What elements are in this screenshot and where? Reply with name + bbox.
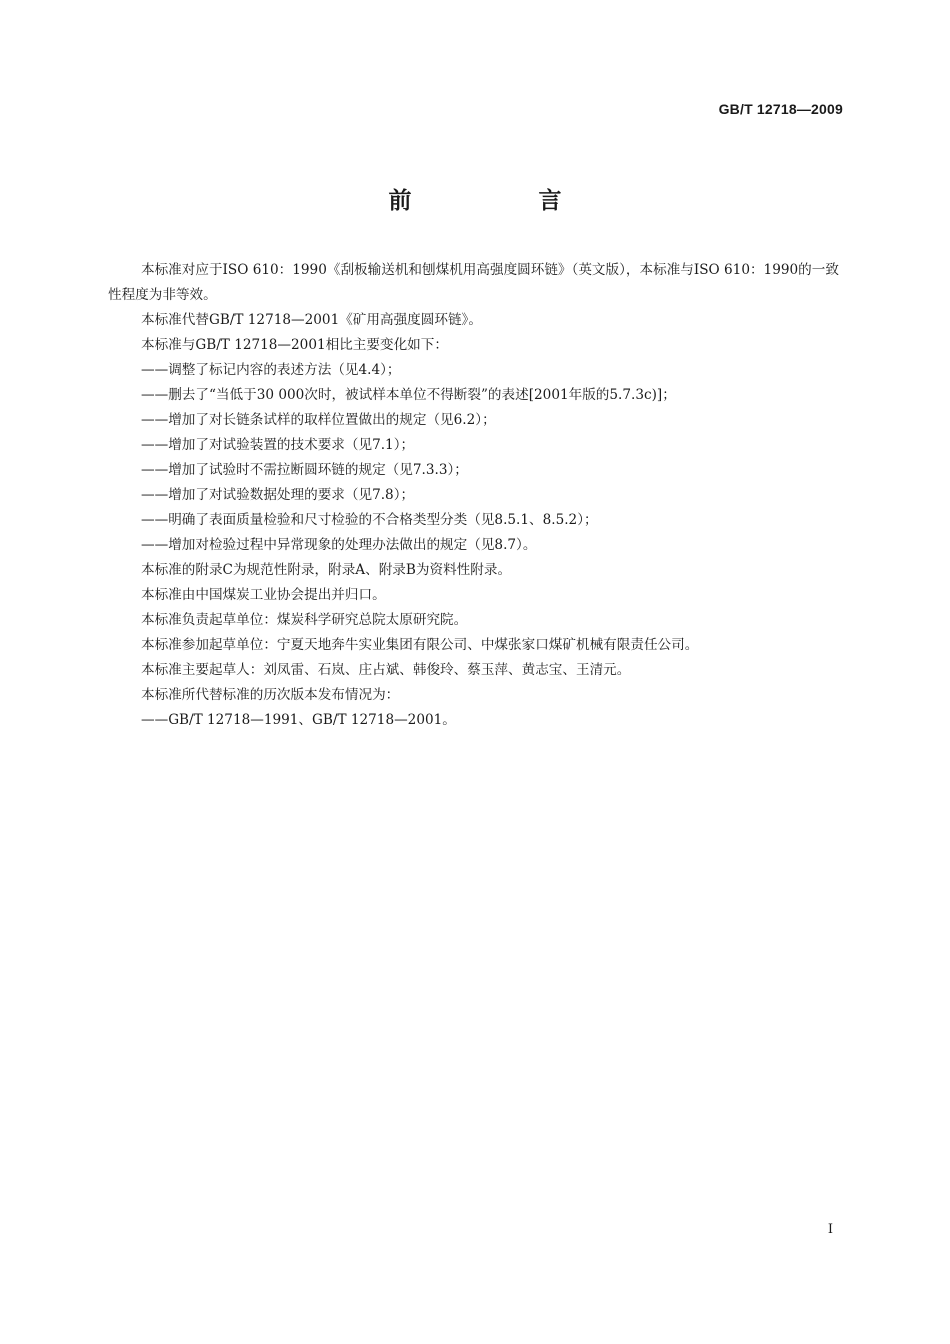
- list-item: ——调整了标记内容的表述方法（见4.4）；: [141, 362, 401, 378]
- list-item: ——明确了表面质量检验和尺寸检验的不合格类型分类（见8.5.1、8.5.2）；: [141, 512, 598, 528]
- page-title: 前 言: [388, 188, 614, 214]
- foreword-body: [108, 258, 844, 733]
- paragraph-proposer: 本标准由中国煤炭工业协会提出并归口。: [141, 587, 386, 603]
- list-item: ——增加了对长链条试样的取样位置做出的规定（见6.2）；: [141, 412, 496, 428]
- paragraph-annexes: 本标准的附录C为规范性附录，附录A、附录B为资料性附录。: [141, 562, 512, 578]
- paragraph-participating-units: 本标准参加起草单位：宁夏天地奔牛实业集团有限公司、中煤张家口煤矿机械有限责任公司。: [141, 637, 699, 653]
- paragraph-drafters: 本标准主要起草人：刘凤雷、石岚、庄占斌、韩俊玲、蔡玉萍、黄志宝、王清元。: [141, 662, 631, 678]
- list-item: ——增加对检验过程中异常现象的处理办法做出的规定（见8.7）。: [141, 537, 537, 553]
- paragraph-replaces: 本标准代替GB/T 12718—2001《矿用高强度圆环链》。: [141, 312, 482, 328]
- page-number: I: [827, 1222, 833, 1237]
- list-item: ——增加了对试验装置的技术要求（见7.1）；: [141, 437, 415, 453]
- paragraph-drafting-unit: 本标准负责起草单位：煤炭科学研究总院太原研究院。: [141, 612, 468, 628]
- paragraph-history-intro: 本标准所代替标准的历次版本发布情况为：: [141, 687, 400, 703]
- list-item: ——删去了“当低于30 000次时，被试样本单位不得断裂”的表述[2001年版的5.7.3c)]；: [141, 387, 676, 403]
- paragraph-changes-intro: 本标准与GB/T 12718—2001相比主要变化如下：: [141, 337, 448, 353]
- list-item: ——GB/T 12718—1991、GB/T 12718—2001。: [141, 712, 456, 728]
- list-item: ——增加了试验时不需拉断圆环链的规定（见7.3.3）；: [141, 462, 468, 478]
- paragraph-correspondence: 本标准对应于ISO 610：1990《刮板输送机和刨煤机用高强度圆环链》（英文版），本标准与ISO 610：1990的一致性程度为非等效。: [108, 262, 839, 303]
- list-item: ——增加了对试验数据处理的要求（见7.8）；: [141, 487, 415, 503]
- standard-code: GB/T 12718—2009: [718, 101, 843, 117]
